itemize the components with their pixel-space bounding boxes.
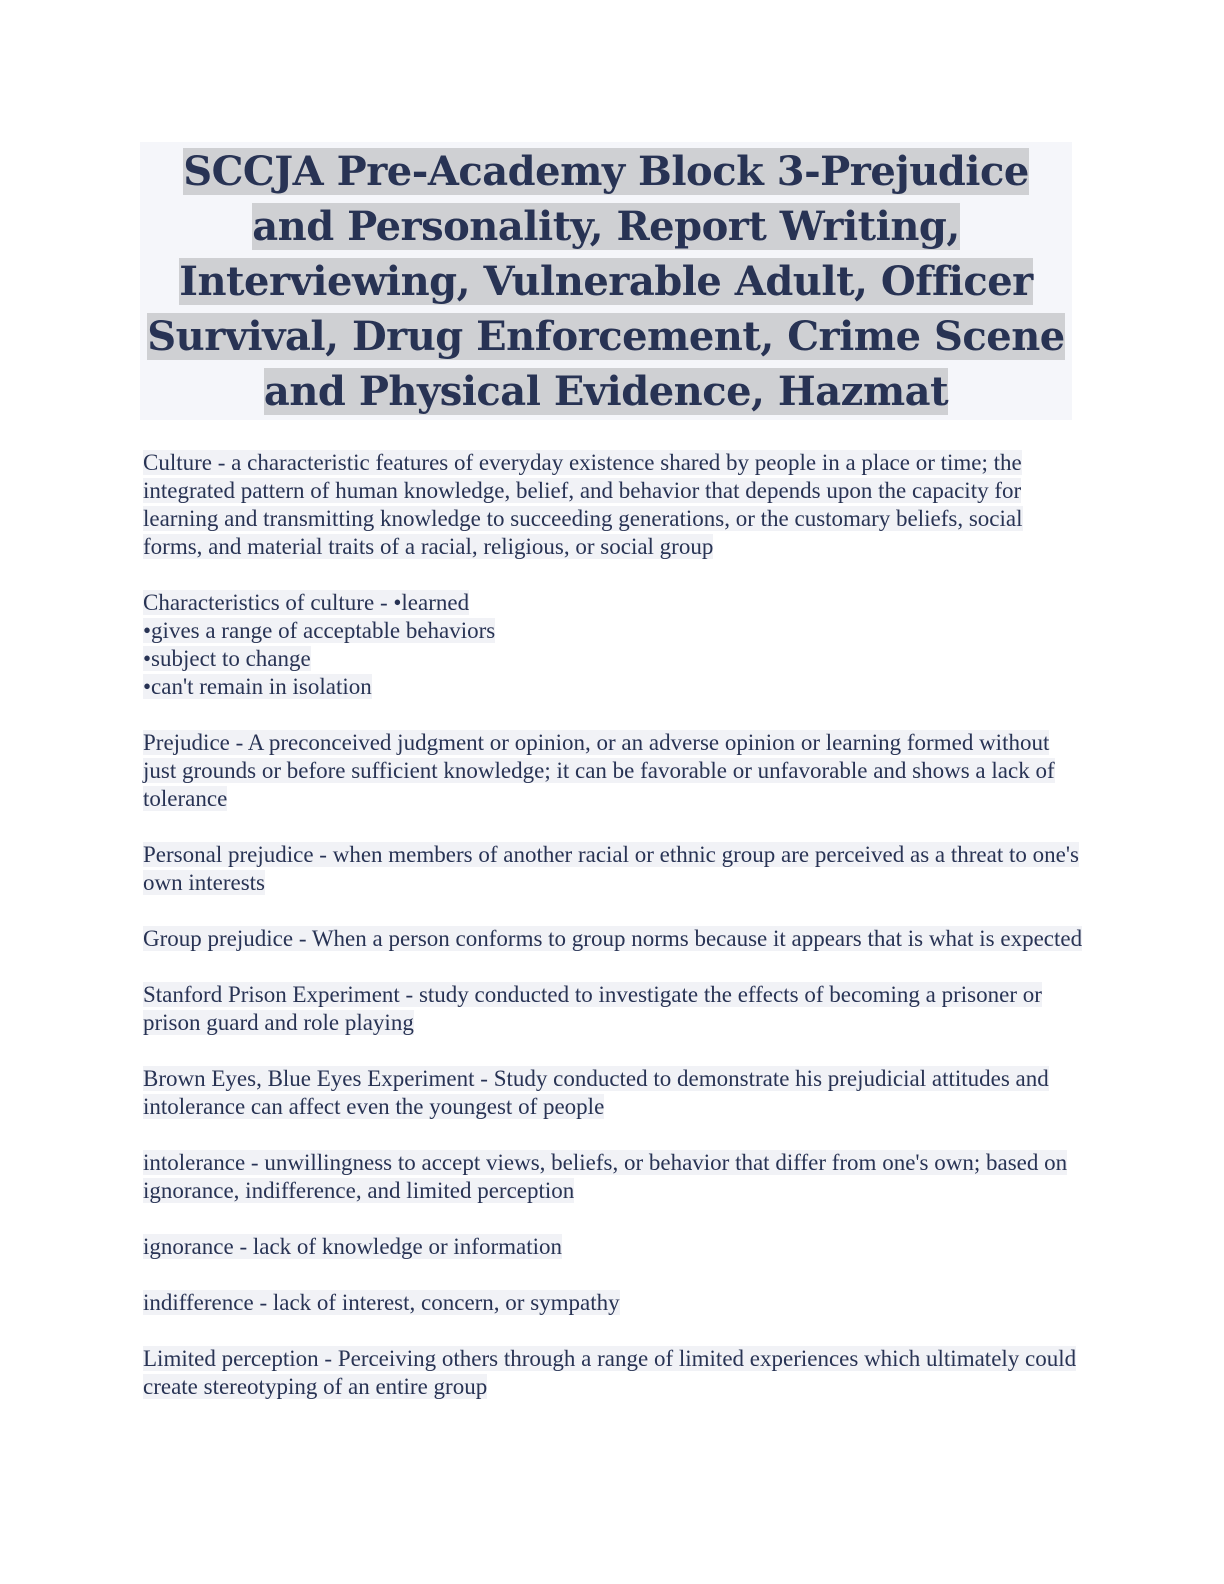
- entry-culture: [143, 449, 1083, 561]
- entry-text: [143, 1346, 1076, 1399]
- entry-definition: Perceiving others through a range of limited experiences which ultimately could create stereotyping of an entire group: [143, 1346, 1077, 1399]
- entry-term: Culture: [143, 450, 212, 475]
- entry-definition: lack of interest, concern, or sympathy: [272, 1290, 620, 1315]
- entry-text: [143, 730, 1055, 811]
- entry-term: Personal prejudice: [143, 842, 314, 867]
- entry-definition: Study conducted to demonstrate his prejudicial attitudes and intolerance can affect even the youngest of people: [143, 1066, 1049, 1119]
- entry-term: indifference: [143, 1290, 254, 1315]
- entry-term: Stanford Prison Experiment: [143, 982, 400, 1007]
- entry-characteristics-of-culture: [143, 589, 1083, 701]
- entry-text: [143, 1150, 1067, 1203]
- bullet-item: •gives a range of acceptable behaviors: [143, 618, 496, 643]
- entry-text: [143, 926, 1082, 951]
- entry-definition: When a person conforms to group norms because it appears that is what is expected: [311, 926, 1083, 951]
- document-body: [143, 449, 1083, 1429]
- entry-ignorance: [143, 1233, 1083, 1261]
- title-block: [140, 142, 1072, 420]
- entry-separator: -: [374, 590, 394, 615]
- entry-separator: -: [233, 1234, 253, 1259]
- entry-text: [143, 1234, 562, 1259]
- entry-separator: -: [474, 1066, 494, 1091]
- entry-separator: -: [399, 982, 419, 1007]
- entry-term: Group prejudice: [143, 926, 294, 951]
- entry-separator: -: [293, 926, 312, 951]
- document-title-text: SCCJA Pre-Academy Block 3-Prejudice and Personality, Report Writing, Interviewing, Vulnerable Adult, Officer Survival, Drug Enforcement, Crime Scene and Physical Evidence, Hazmat: [147, 148, 1065, 415]
- entry-group-prejudice: [143, 925, 1083, 953]
- entry-term: intolerance: [143, 1150, 246, 1175]
- entry-text: [143, 842, 1079, 895]
- entry-text: [143, 1290, 620, 1315]
- entry-definition: study conducted to investigate the effects of becoming a prisoner or prison guard and role playing: [143, 982, 1042, 1035]
- entry-brown-eyes-blue-eyes-experiment: [143, 1065, 1083, 1121]
- entry-prejudice: [143, 729, 1083, 813]
- entry-separator: -: [212, 450, 232, 475]
- entry-term: ignorance: [143, 1234, 234, 1259]
- bullet-item: •can't remain in isolation: [143, 674, 372, 699]
- entry-intolerance: [143, 1149, 1083, 1205]
- entry-separator: -: [253, 1290, 273, 1315]
- entry-stanford-prison-experiment: [143, 981, 1083, 1037]
- entry-text: [143, 590, 469, 615]
- entry-text: [143, 1066, 1049, 1119]
- entry-indifference: [143, 1289, 1083, 1317]
- entry-term: Prejudice: [143, 730, 230, 755]
- entry-definition: a characteristic features of everyday existence shared by people in a place or time; the integrated pattern of human knowledge, belief, and behavior that depends upon the capacity for learning and transmitting knowledge to succeeding generations, or the customary beliefs, social forms, and material traits of a racial, religious, or social group: [143, 450, 1023, 559]
- entry-term: Brown Eyes, Blue Eyes Experiment: [143, 1066, 475, 1091]
- entry-personal-prejudice: [143, 841, 1083, 897]
- entry-text: [143, 982, 1042, 1035]
- entry-definition: unwillingness to accept views, beliefs, or behavior that differ from one's own; based on ignorance, indifference, and limited perception: [143, 1150, 1068, 1203]
- entry-definition: lack of knowledge or information: [252, 1234, 562, 1259]
- entry-separator: -: [318, 1346, 338, 1371]
- entry-separator: -: [313, 842, 333, 867]
- entry-definition: •learned: [393, 590, 470, 615]
- entry-limited-perception: [143, 1345, 1083, 1401]
- entry-text: [143, 450, 1023, 559]
- document-title: [140, 142, 1072, 419]
- entry-term: Characteristics of culture: [143, 590, 375, 615]
- entry-definition: A preconceived judgment or opinion, or an adverse opinion or learning formed without just grounds or before sufficient knowledge; it can be favorable or unfavorable and shows a lack of tolerance: [143, 730, 1055, 811]
- entry-separator: -: [229, 730, 248, 755]
- entry-separator: -: [245, 1150, 265, 1175]
- bullet-item: •subject to change: [143, 646, 311, 671]
- entry-term: Limited perception: [143, 1346, 319, 1371]
- entry-definition: when members of another racial or ethnic group are perceived as a threat to one's own interests: [143, 842, 1079, 895]
